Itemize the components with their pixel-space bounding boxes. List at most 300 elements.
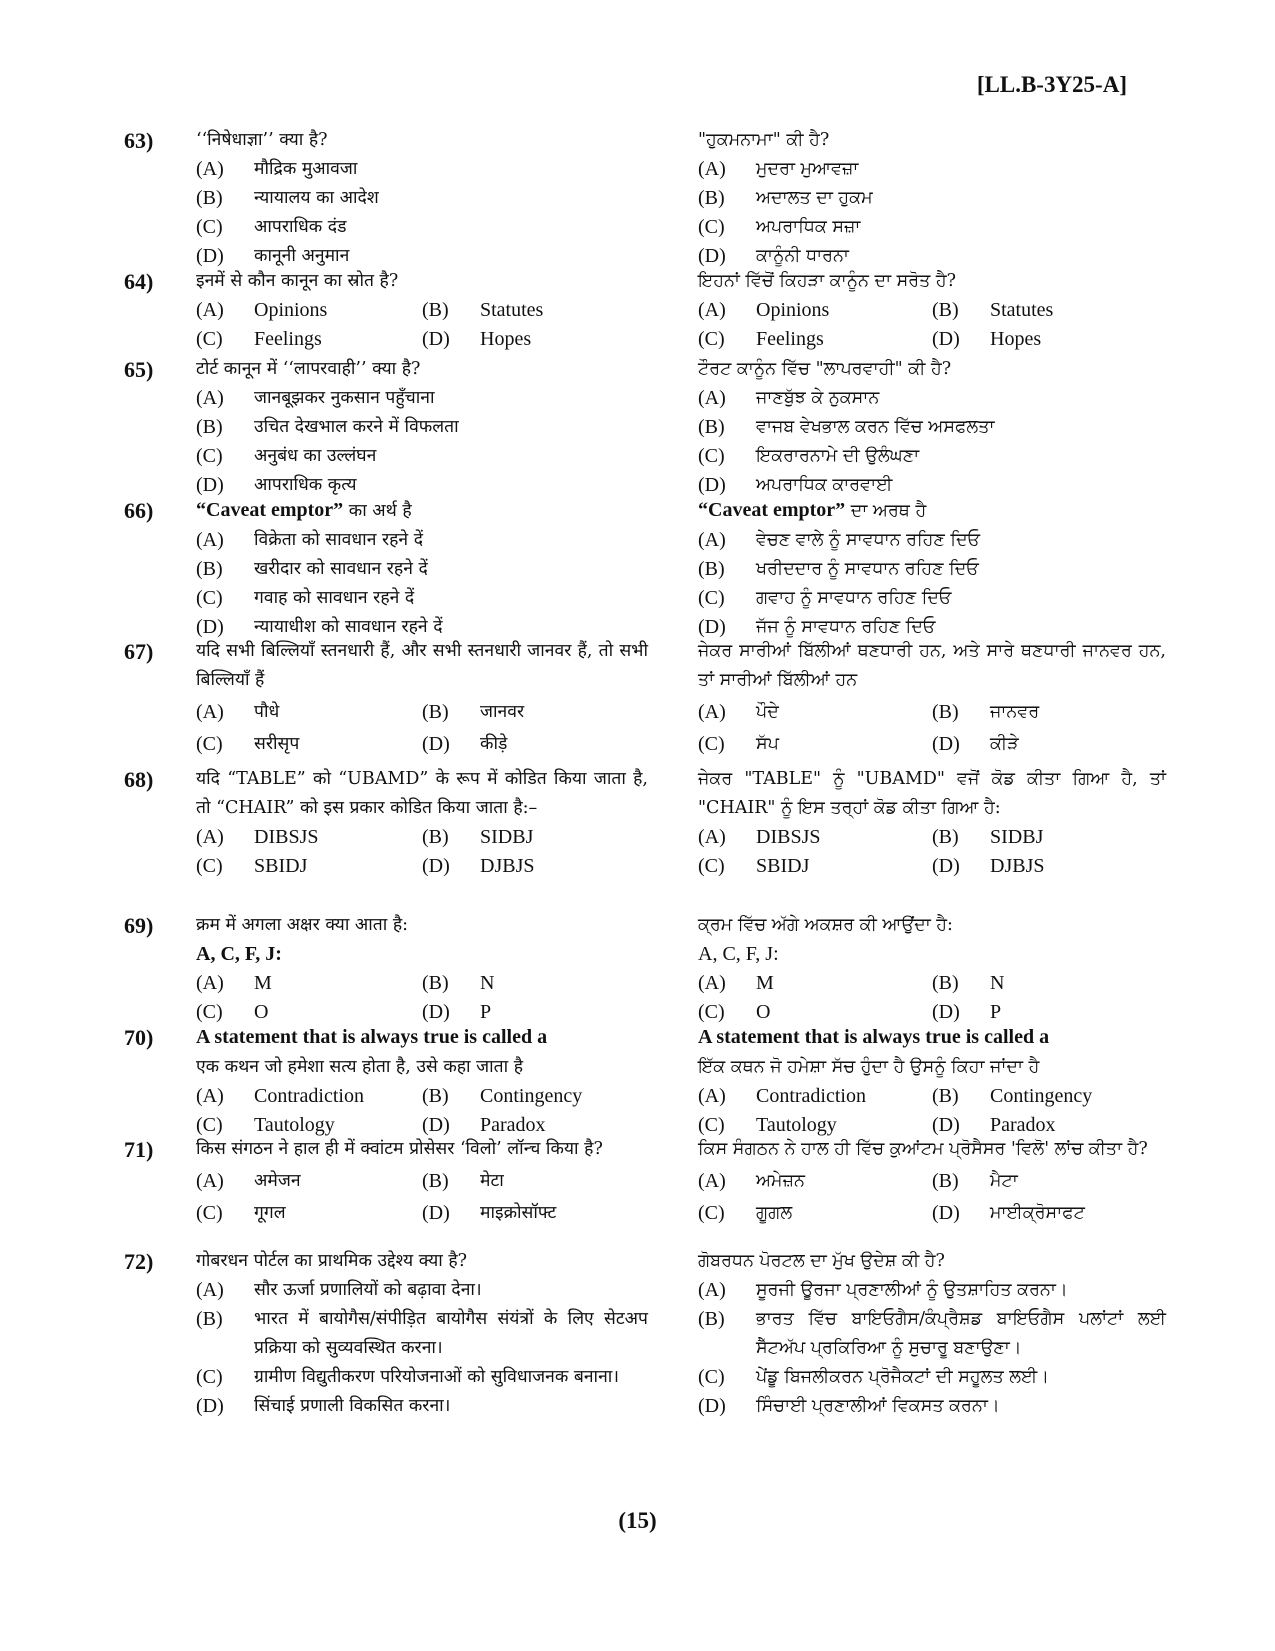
- option-text: ਜਾਣਬੁੱਝ ਕੇ ਨੁਕਸਾਨ: [756, 388, 880, 408]
- option-b: [932, 969, 1166, 998]
- question-hi-text: गोबरधन पोर्टल का प्राथमिक उद्देश्य क्या है?: [196, 1251, 467, 1271]
- option-c: [698, 325, 932, 354]
- question-block: [0, 1247, 1275, 1447]
- option-label: (B): [932, 1085, 959, 1107]
- option-text: ਗਵਾਹ ਨੂੰ ਸਾਵਧਾਨ ਰਹਿਣ ਦਿਓ: [756, 588, 952, 608]
- option-row: [698, 1082, 1166, 1111]
- option-a: [698, 155, 1166, 184]
- option-c: [698, 584, 1166, 613]
- option-c: [698, 442, 1166, 471]
- question-number: 70): [124, 1025, 154, 1050]
- paper-code: [LL.B-3Y25-A]: [976, 72, 1127, 97]
- option-label: (A): [196, 158, 224, 180]
- option-label: (D): [196, 245, 224, 267]
- option-a: [196, 823, 422, 852]
- option-a: [196, 698, 422, 727]
- option-b: [698, 184, 1166, 213]
- option-b: [698, 555, 1166, 584]
- option-label: (C): [698, 1001, 725, 1023]
- option-label: (A): [196, 529, 224, 551]
- option-label: (D): [422, 1114, 450, 1136]
- question-pa-column: [698, 1023, 1166, 1140]
- option-c: [196, 1363, 648, 1392]
- option-row: [698, 1167, 1166, 1196]
- option-text: DIBSJS: [756, 826, 821, 848]
- option-a: [196, 384, 648, 413]
- option-label: (B): [196, 187, 223, 209]
- option-label: (A): [196, 299, 224, 321]
- option-label: (A): [698, 1170, 726, 1192]
- option-text: P: [990, 1001, 1002, 1023]
- option-text: Hopes: [480, 328, 532, 350]
- question-pa-text: ਟੌਰਟ ਕਾਨੂੰਨ ਵਿੱਚ "ਲਾਪਰਵਾਹੀ" ਕੀ ਹੈ?: [698, 359, 952, 379]
- option-label: (C): [196, 216, 223, 238]
- option-text: Paradox: [480, 1114, 546, 1136]
- question-hi-column: [196, 765, 648, 881]
- option-d: [932, 730, 1166, 759]
- question-hi-column: [196, 126, 648, 271]
- option-c: [698, 730, 932, 759]
- option-text: ਇਕਰਾਰਨਾਮੇ ਦੀ ਉਲੰਘਣਾ: [756, 446, 920, 466]
- option-label: (B): [422, 1085, 449, 1107]
- option-label: (C): [196, 1366, 223, 1388]
- question-hi-text: किस संगठन ने हाल ही में क्वांटम प्रोसेसर ‘विलो’ लॉन्च किया है?: [196, 1139, 603, 1159]
- option-c: [196, 852, 422, 881]
- question-pa-plain-text: ਇੱਕ ਕਥਨ ਜੋ ਹਮੇਸ਼ਾ ਸੱਚ ਹੁੰਦਾ ਹੈ ਉਸਨੂੰ ਕਿਹਾ ਜਾਂਦਾ ਹੈ: [698, 1057, 1040, 1077]
- question-pa-column: [698, 637, 1166, 759]
- option-label: (D): [932, 1114, 960, 1136]
- question-pa-text: [698, 496, 1166, 526]
- option-text: Contradiction: [756, 1085, 866, 1107]
- question-pa-text: ਕ੍ਰਮ ਵਿੱਚ ਅੱਗੇ ਅਕਸ਼ਰ ਕੀ ਆਉਂਦਾ ਹੈ:: [698, 915, 953, 935]
- option-label: (D): [932, 328, 960, 350]
- option-c: [698, 852, 932, 881]
- option-row: [196, 730, 648, 759]
- option-row: [698, 296, 1166, 325]
- option-text: ग्रामीण विद्युतीकरण परियोजनाओं को सुविधाजनक बनाना।: [254, 1367, 619, 1387]
- option-row: [698, 852, 1166, 881]
- option-c: [196, 584, 648, 613]
- option-text: N: [480, 972, 495, 994]
- option-text: खरीदार को सावधान रहने दें: [254, 559, 428, 579]
- option-b: [422, 969, 648, 998]
- option-text: ਭਾਰਤ ਵਿੱਚ ਬਾਇਓਗੈਸ/ਕੰਪ੍ਰੈਸ਼ਡ ਬਾਇਓਗੈਸ ਪਲਾਂਟਾਂ ਲਈ ਸੈੱਟਅੱਪ ਪ੍ਰਕਿਰਿਆ ਨੂੰ ਸੁਚਾਰੂ ਬਣਾਉਣਾ।: [756, 1309, 1166, 1358]
- question-block: [0, 1023, 1275, 1135]
- option-row: [698, 1199, 1166, 1228]
- option-text: Opinions: [254, 299, 328, 321]
- option-label: (C): [196, 587, 223, 609]
- option-label: (C): [698, 216, 725, 238]
- sequence-text: A, C, F, J:: [698, 943, 779, 965]
- option-d: [698, 1392, 1166, 1421]
- option-text: विक्रेता को सावधान रहने दें: [254, 530, 423, 550]
- option-row: [698, 823, 1166, 852]
- option-c: [698, 1199, 932, 1228]
- option-label: (D): [196, 474, 224, 496]
- option-label: (B): [422, 972, 449, 994]
- option-a: [698, 1167, 932, 1196]
- question-number: 71): [124, 1137, 154, 1162]
- option-label: (B): [932, 1170, 959, 1192]
- option-text: ਅਦਾਲਤ ਦਾ ਹੁਕਮ: [756, 188, 873, 208]
- option-label: (B): [698, 416, 725, 438]
- question-pa-bold-text: A statement that is always true is called a: [698, 1026, 1050, 1048]
- option-d: [196, 1392, 648, 1421]
- option-label: (C): [196, 1114, 223, 1136]
- question-hi-text: क्रम में अगला अक्षर क्या आता है:: [196, 915, 409, 935]
- option-label: (A): [196, 1085, 224, 1107]
- option-row: [698, 698, 1166, 727]
- question-pa-column: [698, 1135, 1166, 1228]
- page-number: (15): [618, 1508, 657, 1533]
- question-pa-text: ਕਿਸ ਸੰਗਠਨ ਨੇ ਹਾਲ ਹੀ ਵਿੱਚ ਕੁਆਂਟਮ ਪ੍ਰੋਸੈਸਰ 'ਵਿਲੋ' ਲਾਂਚ ਕੀਤਾ ਹੈ?: [698, 1139, 1148, 1159]
- option-d: [932, 1199, 1166, 1228]
- option-text: ਜਾਨਵਰ: [990, 702, 1040, 722]
- option-label: (D): [932, 855, 960, 877]
- option-label: (A): [196, 1170, 224, 1192]
- question-hi-bold-text: “Caveat emptor”: [196, 499, 344, 521]
- question-block: [0, 267, 1275, 355]
- option-label: (B): [422, 299, 449, 321]
- question-block: [0, 355, 1275, 496]
- option-text: DIBSJS: [254, 826, 319, 848]
- option-d: [422, 1199, 648, 1228]
- option-label: (D): [698, 616, 726, 638]
- option-text: भारत में बायोगैस/संपीड़ित बायोगैस संयंत्रों के लिए सेटअप प्रक्रिया को सुव्यवस्थित करना।: [254, 1309, 648, 1358]
- option-b: [196, 184, 648, 213]
- option-label: (C): [698, 1114, 725, 1136]
- question-pa-column: [698, 267, 1166, 354]
- option-label: (B): [196, 558, 223, 580]
- option-row: [698, 969, 1166, 998]
- option-label: (A): [698, 1279, 726, 1301]
- option-text: Contingency: [990, 1085, 1093, 1107]
- option-text: मौद्रिक मुआवजा: [254, 159, 358, 179]
- option-row: [698, 730, 1166, 759]
- option-text: O: [756, 1001, 771, 1023]
- option-text: Statutes: [990, 299, 1054, 321]
- option-a: [196, 526, 648, 555]
- option-label: (D): [422, 855, 450, 877]
- option-label: (C): [698, 733, 725, 755]
- option-label: (A): [698, 387, 726, 409]
- option-row: [196, 296, 648, 325]
- option-text: ਵਾਜਬ ਵੇਖਭਾਲ ਕਰਨ ਵਿੱਚ ਅਸਫਲਤਾ: [756, 417, 995, 437]
- question-block: [0, 496, 1275, 637]
- question-number: 64): [124, 269, 154, 294]
- question-hi-column: [196, 496, 648, 642]
- option-label: (A): [196, 1279, 224, 1301]
- option-text: सौर ऊर्जा प्रणालियों को बढ़ावा देना।: [254, 1280, 482, 1300]
- question-hi-bold-text: A statement that is always true is called a: [196, 1026, 548, 1048]
- option-text: ਕਾਨੂੰਨੀ ਧਾਰਨਾ: [756, 246, 849, 266]
- option-text: उचित देखभाल करने में विफलता: [254, 417, 459, 437]
- question-hi-text: [196, 1023, 648, 1082]
- question-block: [0, 765, 1275, 911]
- option-b: [698, 413, 1166, 442]
- option-d: [932, 852, 1166, 881]
- option-label: (A): [698, 529, 726, 551]
- option-text: ਸੂਰਜੀ ਊਰਜਾ ਪ੍ਰਣਾਲੀਆਂ ਨੂੰ ਉਤਸ਼ਾਹਿਤ ਕਰਨਾ।: [756, 1280, 1068, 1300]
- question-hi-text: [196, 496, 648, 526]
- question-block: [0, 911, 1275, 1023]
- option-d: [422, 730, 648, 759]
- question-hi-column: [196, 911, 648, 1027]
- question-number: 66): [124, 498, 154, 523]
- option-b: [196, 555, 648, 584]
- option-b: [196, 413, 648, 442]
- question-hi-column: [196, 1023, 648, 1140]
- option-a: [196, 1167, 422, 1196]
- option-label: (B): [698, 558, 725, 580]
- question-list: [0, 126, 1275, 1447]
- question-hi-text: इनमें से कौन कानून का स्रोत है?: [196, 271, 399, 291]
- option-b: [932, 1167, 1166, 1196]
- option-label: (C): [196, 445, 223, 467]
- option-text: Contingency: [480, 1085, 583, 1107]
- option-a: [698, 1276, 1166, 1305]
- question-hi-column: [196, 267, 648, 354]
- option-row: [196, 698, 648, 727]
- option-d: [422, 325, 648, 354]
- option-row: [196, 823, 648, 852]
- option-label: (A): [196, 387, 224, 409]
- option-label: (C): [196, 855, 223, 877]
- option-label: (B): [698, 187, 725, 209]
- option-label: (C): [698, 1202, 725, 1224]
- option-text: मेटा: [480, 1171, 504, 1191]
- option-b: [932, 823, 1166, 852]
- option-text: ਪੌਦੇ: [756, 702, 779, 722]
- option-c: [196, 325, 422, 354]
- option-text: Feelings: [756, 328, 824, 350]
- option-label: (C): [196, 328, 223, 350]
- option-label: (B): [422, 826, 449, 848]
- option-d: [932, 325, 1166, 354]
- option-text: ਜੱਜ ਨੂੰ ਸਾਵਧਾਨ ਰਹਿਣ ਦਿਓ: [756, 617, 936, 637]
- option-a: [698, 296, 932, 325]
- option-text: न्यायालय का आदेश: [254, 188, 379, 208]
- option-label: (A): [196, 972, 224, 994]
- option-c: [698, 1363, 1166, 1392]
- option-c: [698, 213, 1166, 242]
- option-text: P: [480, 1001, 492, 1023]
- option-b: [422, 698, 648, 727]
- option-text: ਮਾਈਕ੍ਰੋਸਾਫਟ: [990, 1203, 1085, 1223]
- question-pa-text: ਜੇਕਰ ਸਾਰੀਆਂ ਬਿੱਲੀਆਂ ਥਣਧਾਰੀ ਹਨ, ਅਤੇ ਸਾਰੇ ਥਣਧਾਰੀ ਜਾਨਵਰ ਹਨ, ਤਾਂ ਸਾਰੀਆਂ ਬਿੱਲੀਆਂ ਹਨ: [698, 641, 1166, 690]
- option-b: [422, 1167, 648, 1196]
- question-hi-column: [196, 637, 648, 759]
- option-text: अनुबंध का उल्लंघन: [254, 446, 377, 466]
- option-row: [196, 1082, 648, 1111]
- option-label: (B): [196, 416, 223, 438]
- question-pa-column: [698, 765, 1166, 881]
- question-pa-plain-text: ਦਾ ਅਰਥ ਹੈ: [845, 501, 927, 521]
- question-pa-column: [698, 911, 1166, 1027]
- option-a: [196, 296, 422, 325]
- option-label: (C): [698, 855, 725, 877]
- option-b: [422, 1082, 648, 1111]
- option-text: ਕੀੜੇ: [990, 734, 1019, 754]
- option-b: [932, 1082, 1166, 1111]
- option-text: ਮੁਦਰਾ ਮੁਆਵਜ਼ਾ: [756, 159, 859, 179]
- option-text: आपराधिक कृत्य: [254, 475, 357, 495]
- option-label: (D): [422, 1202, 450, 1224]
- question-pa-column: [698, 126, 1166, 271]
- option-text: सरीसृप: [254, 734, 300, 754]
- question-hi-column: [196, 355, 648, 500]
- option-text: ਅਪਰਾਧਿਕ ਕਾਰਵਾਈ: [756, 475, 893, 495]
- option-a: [698, 526, 1166, 555]
- option-text: M: [756, 972, 774, 994]
- option-label: (B): [422, 1170, 449, 1192]
- option-label: (A): [698, 826, 726, 848]
- option-text: ਸੱਪ: [756, 734, 779, 754]
- option-text: ਖਰੀਦਦਾਰ ਨੂੰ ਸਾਵਧਾਨ ਰਹਿਣ ਦਿਓ: [756, 559, 979, 579]
- option-text: ਵੇਚਣ ਵਾਲੇ ਨੂੰ ਸਾਵਧਾਨ ਰਹਿਣ ਦਿਓ: [756, 530, 981, 550]
- option-row: [698, 325, 1166, 354]
- option-text: गूगल: [254, 1203, 286, 1223]
- option-label: (D): [698, 1395, 726, 1417]
- option-text: अमेजन: [254, 1171, 301, 1191]
- question-pa-text: ਜੇਕਰ "TABLE" ਨੂੰ "UBAMD" ਵਜੋਂ ਕੋਡ ਕੀਤਾ ਗਿਆ ਹੈ, ਤਾਂ "CHAIR" ਨੂੰ ਇਸ ਤਰ੍ਹਾਂ ਕੋਡ ਕੀਤਾ ਗਿਆ ਹੈ:: [698, 769, 1166, 818]
- option-row: [196, 969, 648, 998]
- option-text: माइक्रोसॉफ्ट: [480, 1203, 557, 1223]
- option-text: ਸਿੰਚਾਈ ਪ੍ਰਣਾਲੀਆਂ ਵਿਕਸਤ ਕਰਨਾ।: [756, 1396, 1000, 1416]
- question-hi-column: [196, 1247, 648, 1421]
- option-a: [698, 823, 932, 852]
- option-label: (D): [932, 1202, 960, 1224]
- option-label: (D): [422, 328, 450, 350]
- option-c: [196, 213, 648, 242]
- question-number: 67): [124, 639, 154, 664]
- option-text: N: [990, 972, 1005, 994]
- option-label: (A): [196, 826, 224, 848]
- option-text: DJBJS: [990, 855, 1045, 877]
- option-text: न्यायाधीश को सावधान रहने दें: [254, 617, 443, 637]
- option-text: DJBJS: [480, 855, 535, 877]
- option-text: Tautology: [254, 1114, 335, 1136]
- option-text: ਮੈਟਾ: [990, 1171, 1018, 1191]
- option-text: आपराधिक दंड: [254, 217, 347, 237]
- option-text: ਅਮੇਜ਼ਨ: [756, 1171, 805, 1191]
- option-b: [932, 296, 1166, 325]
- question-pa-text: "ਹੁਕਮਨਾਮਾ" ਕੀ ਹੈ?: [698, 130, 830, 150]
- option-label: (B): [196, 1308, 223, 1330]
- option-a: [698, 384, 1166, 413]
- option-label: (B): [932, 826, 959, 848]
- option-a: [698, 1082, 932, 1111]
- option-text: कीड़े: [480, 734, 508, 754]
- option-label: (B): [932, 701, 959, 723]
- question-hi-text: टोर्ट कानून में ‘‘लापरवाही’’ क्या है?: [196, 359, 421, 379]
- question-pa-bold-text: “Caveat emptor”: [698, 499, 846, 521]
- option-label: (A): [196, 701, 224, 723]
- option-label: (D): [932, 1001, 960, 1023]
- option-label: (D): [422, 733, 450, 755]
- option-label: (C): [196, 1202, 223, 1224]
- option-a: [196, 969, 422, 998]
- option-text: O: [254, 1001, 269, 1023]
- option-text: गवाह को सावधान रहने दें: [254, 588, 415, 608]
- option-label: (D): [698, 245, 726, 267]
- option-text: SIDBJ: [480, 826, 534, 848]
- option-label: (A): [698, 701, 726, 723]
- question-pa-text: ਇਹਨਾਂ ਵਿੱਚੋਂ ਕਿਹੜਾ ਕਾਨੂੰਨ ਦਾ ਸਰੋਤ ਹੈ?: [698, 271, 957, 291]
- option-text: SBIDJ: [254, 855, 308, 877]
- question-pa-column: [698, 355, 1166, 500]
- option-text: Paradox: [990, 1114, 1056, 1136]
- option-c: [196, 1199, 422, 1228]
- option-label: (B): [932, 972, 959, 994]
- question-hi-text: यदि सभी बिल्लियाँ स्तनधारी हैं, और सभी स्तनधारी जानवर हैं, तो सभी बिल्लियाँ हैं: [196, 641, 648, 690]
- option-a: [698, 969, 932, 998]
- option-label: (C): [698, 587, 725, 609]
- option-text: पौधे: [254, 702, 280, 722]
- question-number: 65): [124, 357, 154, 382]
- option-text: कानूनी अनुमान: [254, 246, 350, 266]
- option-a: [196, 1082, 422, 1111]
- option-label: (C): [196, 1001, 223, 1023]
- option-c: [196, 442, 648, 471]
- option-b: [196, 1305, 648, 1363]
- option-label: (A): [698, 299, 726, 321]
- option-text: ਅਪਰਾਧਿਕ ਸਜ਼ਾ: [756, 217, 861, 237]
- option-label: (C): [698, 1366, 725, 1388]
- option-label: (D): [196, 1395, 224, 1417]
- option-text: जानवर: [480, 702, 525, 722]
- option-label: (B): [932, 299, 959, 321]
- question-block: [0, 1135, 1275, 1247]
- question-pa-column: [698, 1247, 1166, 1421]
- option-c: [196, 730, 422, 759]
- option-text: Opinions: [756, 299, 830, 321]
- option-row: [196, 852, 648, 881]
- option-label: (D): [698, 474, 726, 496]
- option-a: [196, 1276, 648, 1305]
- option-text: Feelings: [254, 328, 322, 350]
- option-text: Statutes: [480, 299, 544, 321]
- option-row: [196, 1199, 648, 1228]
- option-b: [932, 698, 1166, 727]
- question-block: [0, 126, 1275, 267]
- option-label: (B): [422, 701, 449, 723]
- option-row: [196, 1167, 648, 1196]
- question-hi-text: ‘‘निषेधाज्ञा’’ क्या है?: [196, 130, 328, 150]
- option-label: (D): [422, 1001, 450, 1023]
- option-label: (B): [698, 1308, 725, 1330]
- option-label: (C): [698, 445, 725, 467]
- option-d: [422, 852, 648, 881]
- option-b: [422, 823, 648, 852]
- option-label: (A): [698, 1085, 726, 1107]
- option-label: (C): [196, 733, 223, 755]
- option-a: [196, 155, 648, 184]
- option-b: [422, 296, 648, 325]
- question-pa-column: [698, 496, 1166, 642]
- option-label: (C): [698, 328, 725, 350]
- question-hi-plain-text: का अर्थ है: [343, 501, 412, 521]
- option-text: Contradiction: [254, 1085, 364, 1107]
- question-number: 69): [124, 913, 154, 938]
- option-text: जानबूझकर नुकसान पहुँचाना: [254, 388, 435, 408]
- option-text: Tautology: [756, 1114, 837, 1136]
- question-hi-column: [196, 1135, 648, 1228]
- question-block: [0, 637, 1275, 765]
- option-label: (D): [196, 616, 224, 638]
- question-pa-text: ਗੋਬਰਧਨ ਪੋਰਟਲ ਦਾ ਮੁੱਖ ਉਦੇਸ਼ ਕੀ ਹੈ?: [698, 1251, 945, 1271]
- option-a: [698, 698, 932, 727]
